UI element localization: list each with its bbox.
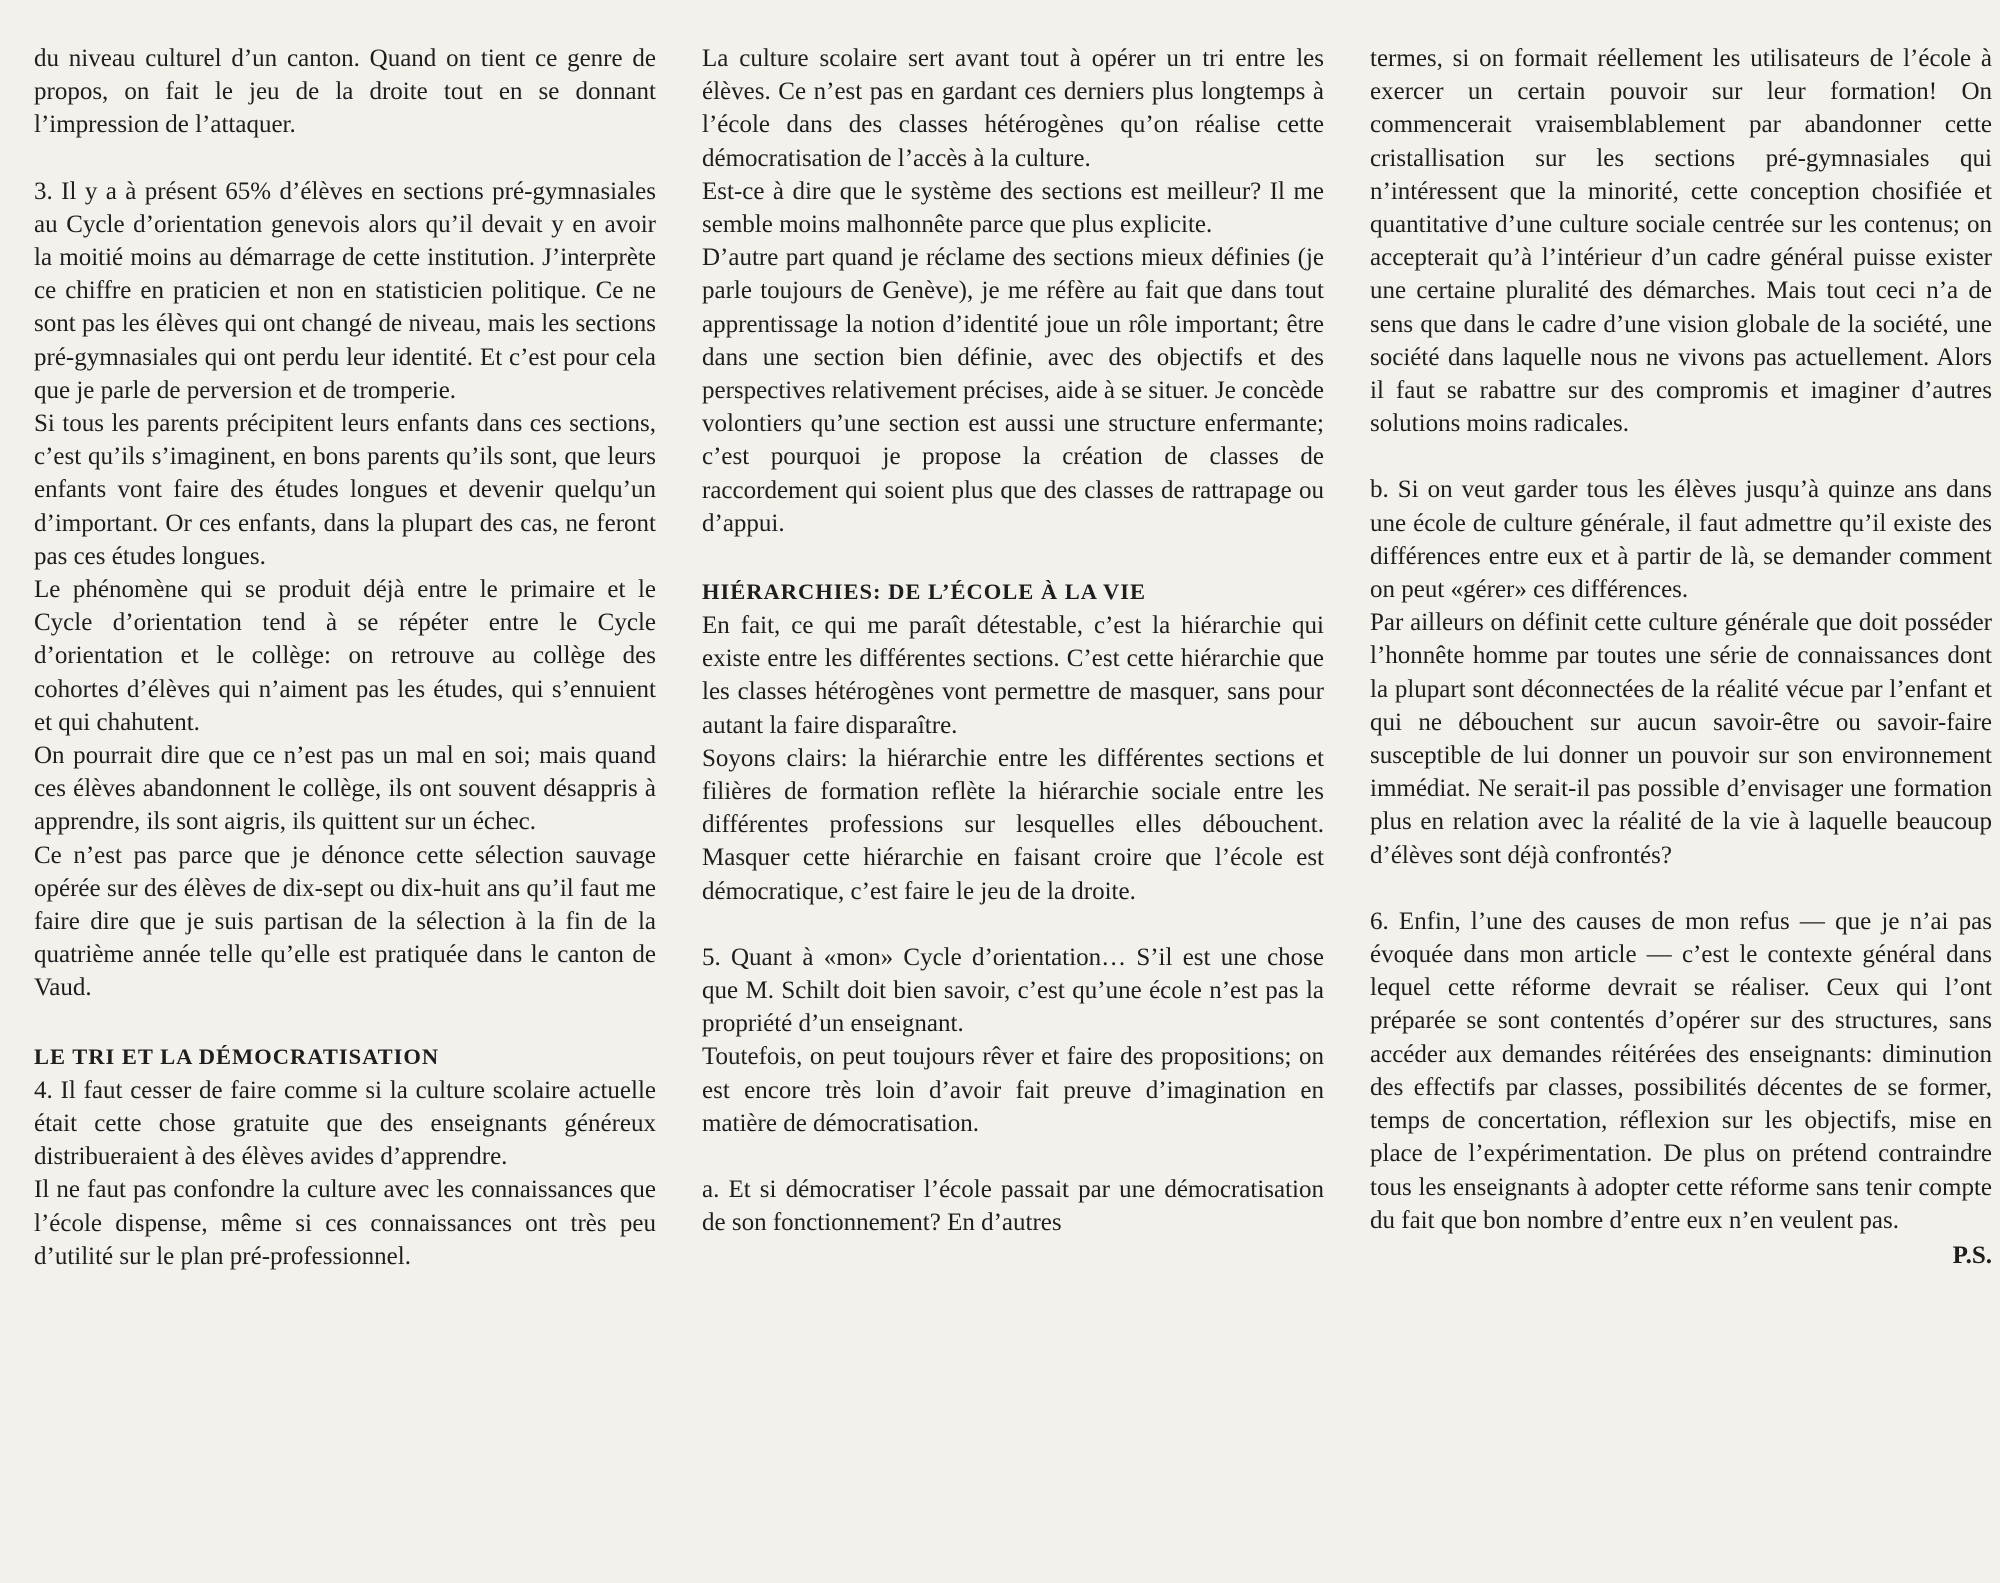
section-heading: HIÉRARCHIES: DE L’ÉCOLE À LA VIE [702,579,1146,605]
paragraph: 5. Quant à «mon» Cycle d’orientation… S’il est une chose que M. Schilt doit bien savoir, c’est qu’une école n’est pas la propriété d’un enseignant. [702,943,1324,1038]
paragraph: 4. Il faut cesser de faire comme si la culture scolaire actuelle était cette chose gratuite que des enseignants généreux distribueraient à des élèves avides d’apprendre. [34,1076,656,1171]
paragraph: Par ailleurs on définit cette culture générale que doit posséder l’honnête homme par toutes une série de connaissances dont la plupart sont déconnectées de la réalité vécue par l’enfant et qui ne débouchent sur aucun savoir-être ou savoir-faire susceptible de lui donner un pouvoir sur son environnement immédiat. Ne serait-il pas possible d’envisager une formation plus en relation avec la réalité de la vie à laquelle beaucoup d’élèves sont déjà confrontés? [1370,609,1992,869]
paragraph: Le phénomène qui se produit déjà entre le primaire et le Cycle d’orientation tend à se répéter entre le Cycle d’orientation et le collège: on retrouve au collège des cohortes d’élèves qui n’aiment pas les études, qui s’ennuient et qui chahutent. [34,576,656,736]
text-column-2 [702,42,1324,1583]
text-column-3 [1370,42,1992,1583]
author-signature: P.S. [1952,1241,1992,1269]
text-column-1 [34,42,656,1583]
paragraph: Est-ce à dire que le système des sections est meilleur? Il me semble moins malhonnête parce que plus explicite. [702,177,1324,239]
paragraph: Soyons clairs: la hiérarchie entre les différentes sections et filières de formation reflète la hiérarchie sociale entre les différentes professions sur lesquelles elles débouchent. Masquer cette hiérarchie en faisant croire que l’école est démocratique, c’est faire le jeu de la droite. [702,744,1324,905]
paragraph: 3. Il y a à présent 65% d’élèves en sections pré-gymnasiales au Cycle d’orientation genevois alors qu’il devait y en avoir la moitié moins au démarrage de cette institution. J’interprète ce chiffre en praticien et non en statisticien politique. Ce ne sont pas les élèves qui ont changé de niveau, mais les sections pré-gymnasiales qui ont perdu leur identité. Et c’est pour cela que je parle de perversion et de tromperie. [34,177,656,404]
paragraph: Ce n’est pas parce que je dénonce cette sélection sauvage opérée sur des élèves de dix-sept ou dix-huit ans qu’il faut me faire dire que je suis partisan de la sélection à la fin de la quatrième année telle qu’elle est pratiquée dans le canton de Vaud. [34,841,656,1002]
paragraph: 6. Enfin, l’une des causes de mon refus — que je n’ai pas évoquée dans mon article — c’est le contexte général dans lequel cette réforme devrait se réaliser. Ceux qui l’ont préparée se sont contentés d’opérer sur des structures, sans accéder aux demandes réitérées des enseignants: diminution des effectifs par classes, possibilités décentes de se former, temps de concertation, réflexion sur les objectifs, mise en place de l’expérimentation. De plus on prétend contraindre tous les enseignants à adopter cette réforme sans tenir compte du fait que bon nombre d’entre eux n’en veulent pas. [1370,907,1992,1234]
paragraph: On pourrait dire que ce n’est pas un mal en soi; mais quand ces élèves abandonnent le collège, ils ont souvent désappris à apprendre, ils sont aigris, ils quittent sur un échec. [34,742,656,836]
paragraph: Si tous les parents précipitent leurs enfants dans ces sections, c’est qu’ils s’imaginent, en bons parents qu’ils sont, que leurs enfants vont faire des études longues et devenir quelqu’un d’important. Or ces enfants, dans la plupart des cas, ne feront pas ces études longues. [34,410,656,570]
paragraph: Il ne faut pas confondre la culture avec les connaissances que l’école dispense, même si ces connaissances ont très peu d’utilité sur le plan pré-professionnel. [34,1176,656,1270]
paragraph: Toutefois, on peut toujours rêver et faire des propositions; on est encore très loin d’avoir fait preuve d’imagination en matière de démocratisation. [702,1043,1324,1137]
paragraph: a. Et si démocratiser l’école passait par une démocratisation de son fonctionnement? En d’autres [702,1176,1324,1237]
paragraph: termes, si on formait réellement les utilisateurs de l’école à exercer un certain pouvoir sur leur formation! On commencerait vraisemblablement par abandonner cette cristallisation sur les sections pré-gymnasiales qui n’intéressent que la minorité, cette conception chosifiée et quantitative d’une culture sociale centrée sur les contenus; on accepterait qu’à l’intérieur d’un cadre général puisse exister une certaine pluralité des démarches. Mais tout ceci n’a de sens que dans le cadre d’une vision globale de la société, une société dans laquelle nous ne vivons pas actuellement. Alors il faut se rabattre sur des compromis et imaginer d’autres solutions moins radicales. [1370,45,1992,438]
paragraph: du niveau culturel d’un canton. Quand on tient ce genre de propos, on fait le jeu de la droite tout en se donnant l’impression de l’attaquer. [34,45,656,139]
section-heading: LE TRI ET LA DÉMOCRATISATION [34,1043,440,1069]
paragraph: D’autre part quand je réclame des sections mieux définies (je parle toujours de Genève), je me réfère au fait que dans tout apprentissage la notion d’identité joue un rôle important; être dans une section bien définie, avec des objectifs et des perspectives relativement précises, aide à se situer. Je concède volontiers qu’une section est aussi une structure enfermante; c’est pourquoi je propose la création de classes de raccordement qui soient plus que des classes de rattrapage ou d’appui. [702,244,1324,537]
paragraph: La culture scolaire sert avant tout à opérer un tri entre les élèves. Ce n’est pas en gardant ces derniers plus longtemps à l’école dans des classes hétérogènes qu’on réalise cette démocratisation de l’accès à la culture. [702,45,1324,172]
paragraph: En fait, ce qui me paraît détestable, c’est la hiérarchie qui existe entre les différentes sections. C’est cette hiérarchie que les classes hétérogènes vont permettre de masquer, sans pour autant la faire disparaître. [702,612,1324,739]
paragraph: b. Si on veut garder tous les élèves jusqu’à quinze ans dans une école de culture générale, il faut admettre qu’il existe des différences entre eux et à partir de là, se demander comment on peut «gérer» ces différences. [1370,476,1992,604]
